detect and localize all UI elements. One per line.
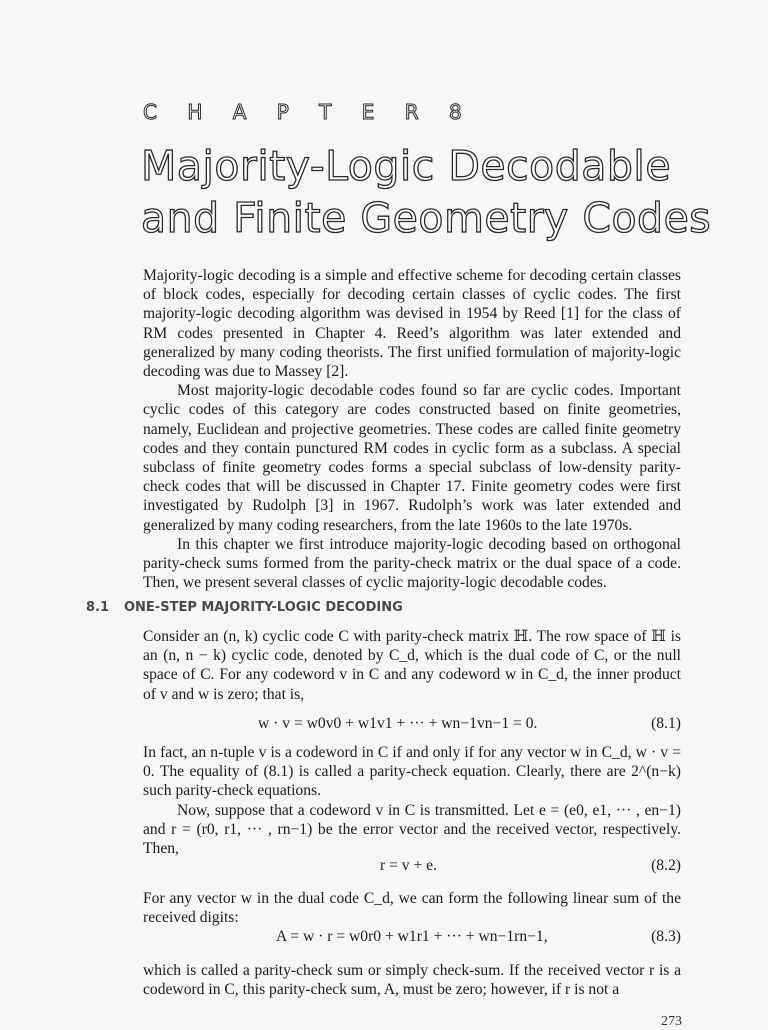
chapter-title-line-1: Majority-Logic Decodable [141,142,672,190]
equation-number: (8.2) [651,857,681,874]
page-number: 273 [661,1014,682,1029]
intro-text [143,266,681,592]
chapter-label: C H A P T E R 8 [143,100,474,124]
section-number: 8.1 [86,600,110,615]
section-paragraph-3: Now, suppose that a codeword v in C is transmitted. Let e = (e0, e1, ··· , en−1) and r = (r0, r1, ··· , rn−1) be the error vector and the received vector, respectively. Then, [143,802,681,858]
section-heading [86,600,403,615]
equation-8-3 [143,927,681,947]
intro-paragraph-1: Majority-logic decoding is a simple and effective scheme for decoding certain classes of block codes, especially for decoding certain classes of cyclic codes. The first majority-logic decoding algorithm was devised in 1954 by Reed [1] for the class of RM codes presented in Chapter 4. Reed’s algorithm was later extended and generalized by many coding theorists. The first unified formulation of majority-logic decoding was due to Massey [2]. [143,267,681,381]
chapter-title-line-2: and Finite Geometry Codes [141,194,712,242]
equation-expression: w · v = w0v0 + w1v1 + ··· + wn−1vn−1 = 0. [258,715,538,732]
equation-expression: A = w · r = w0r0 + w1r1 + ··· + wn−1rn−1, [276,928,548,945]
section-paragraph-1: Consider an (n, k) cyclic code C with parity-check matrix ℍ. The row space of ℍ is an (n, n − k) cyclic code, denoted by C_d, which is the dual code of C, or the null space of C. For any codeword v in C and any codeword w in C_d, the inner product of v and w is zero; that is, [143,628,681,703]
section-title: ONE-STEP MAJORITY-LOGIC DECODING [124,600,403,615]
intro-paragraph-3: In this chapter we first introduce majority-logic decoding based on orthogonal parity-check sums formed from the parity-check matrix or the dual space of a code. Then, we present several classes of cyclic majority-logic decodable codes. [143,535,681,592]
equation-8-2 [143,856,681,876]
equation-number: (8.1) [651,715,681,732]
equation-8-1 [143,714,681,734]
equation-expression: r = v + e. [380,857,437,874]
chapter-title [141,140,711,244]
section-paragraph-4: For any vector w in the dual code C_d, we can form the following linear sum of the received digits: [143,890,681,927]
equation-number: (8.3) [651,928,681,945]
section-paragraph-2: In fact, an n-tuple v is a codeword in C if and only if for any vector w in C_d, w · v = 0. The equality of (8.1) is called a parity-check equation. Clearly, there are 2^(n−k) such parity-check equations. [143,744,681,800]
intro-paragraph-2: Most majority-logic decodable codes found so far are cyclic codes. Important cyclic codes of this category are codes constructed based on finite geometries, namely, Euclidean and projective geometries. These codes are called finite geometry codes and they contain punctured RM codes in cyclic form as a subclass. A special subclass of finite geometry codes forms a special subclass of low-density parity-check codes that will be discussed in Chapter 17. Finite geometry codes were first investigated by Rudolph [3] in 1967. Rudolph’s work was later extended and generalized by many coding researchers, from the late 1960s to the late 1970s. [143,382,681,534]
section-paragraph-5: which is called a parity-check sum or simply check-sum. If the received vector r is a codeword in C, this parity-check sum, A, must be zero; however, if r is not a [143,962,681,999]
